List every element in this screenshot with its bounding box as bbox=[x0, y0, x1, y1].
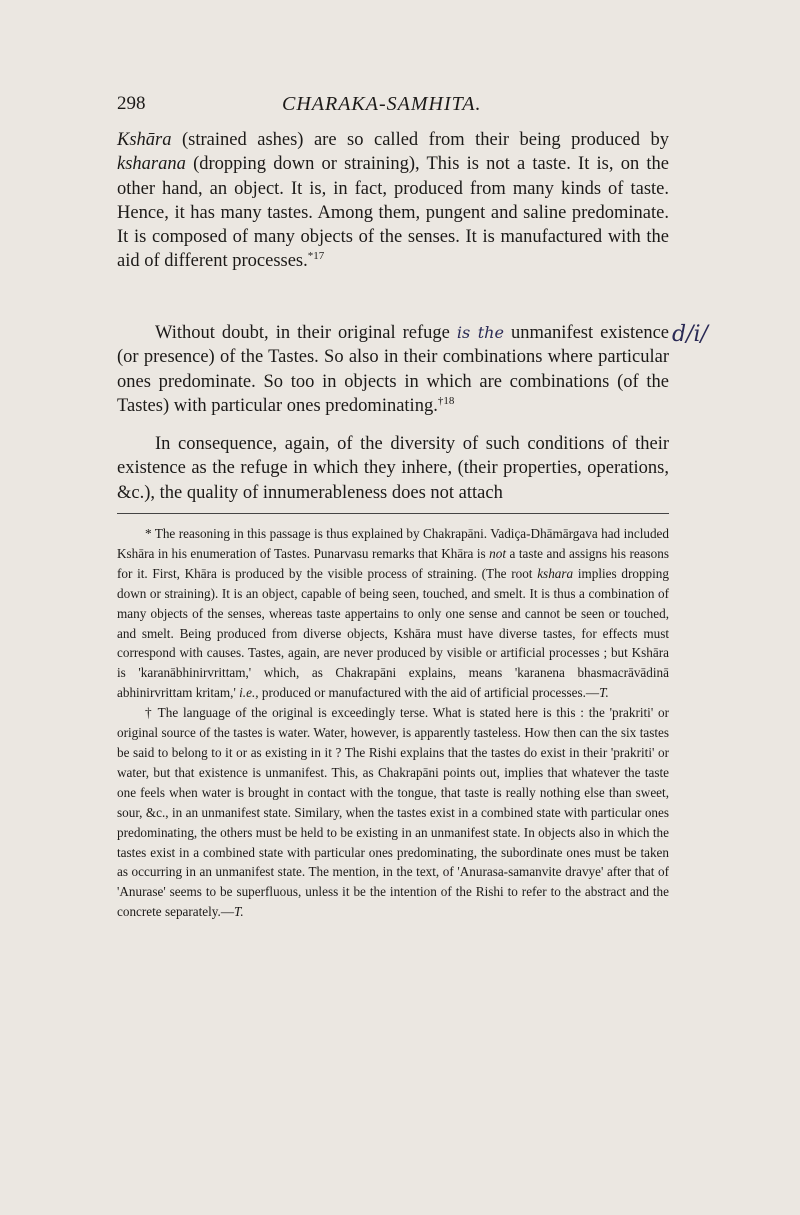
para2-text-b: unmanifest existence (or presence) of the Tastes. So also in their combinations where particular ones predominate. So too in objects in which are combinations (of the Tastes) with particular ones predominating. bbox=[117, 323, 670, 416]
fn2-text: † The language of the original is exceedingly terse. What is stated here is this : the 'prakriti' or original source of the tastes is water. Water, however, is apparently tasteless. How then can the six tastes be said to belong to it or as existing in it ? The Rishi explains that the tastes do exist in their 'prakriti' or water, but that existence is unmanifest. This, as Chakrapāni points out, implies that whatever the taste one feels when water is brought in contact with the tongue, that taste is really nothing else than sweet, sour, &c., in an unmanifest state. Similary, when the tastes exist in a combined state with particular ones predominating, the others must be held to be existing in an unmanifest state. In objects also in which the tastes exist in a combined state with particular ones predominating, the subordinate ones must be taken as occurring in an unmanifest state. The mention, in the text, of 'Anurasa-samanvite dravye' after that of 'Anurase' seems to be superfluous, unless it be the intention of the Rishi to refer to the abstract and the concrete separately.— bbox=[117, 705, 669, 920]
para1-text-a: (strained ashes) are so called from their being produced by bbox=[171, 130, 669, 150]
fn2-em-t: T. bbox=[234, 904, 244, 920]
fn1-text-a: * The reasoning in this passage is thus explained by Chakrapāni. Vadiça-Dhāmārgava had included Kshāra in his enumeration of Tastes. Punarvasu remarks that Khāra is bbox=[117, 526, 669, 561]
fn1-em-t: T. bbox=[599, 685, 609, 701]
para2-text-a: Without doubt, in their original refuge bbox=[155, 323, 457, 343]
term-kshara: Kshāra bbox=[117, 130, 172, 150]
paragraph-unmanifest bbox=[117, 321, 669, 418]
para1-text-b: (dropping down or straining), This is not a taste. It is, on the other hand, an object. It is, in fact, produced from many kinds of taste. Hence, it has many tastes. Among them, pungent and saline predominate. It is composed of many objects of the senses. It is manufactured with the aid of different processes. bbox=[117, 154, 669, 272]
fn1-em-ie: i.e., bbox=[239, 685, 259, 701]
fn1-text-c: implies dropping down or straining). It is an object, capable of being seen, touched, and smelt. It is thus a combination of many objects of the senses, whereas taste appertains to only one sense and cannot be seen or touched, and smelt. Being produced from diverse objects, Kshāra must have diverse tastes, for effects must correspond with causes. Tastes, again, are never produced by visible or artificial processes ; but Kshāra is 'karanābhinirvrittam,' which, as Chakrapāni explains, means 'karanena bhasmacrāvādinā abhinirvrittam kritam,' bbox=[117, 565, 669, 701]
footnote-divider bbox=[117, 513, 669, 514]
fn1-em-not: not bbox=[489, 545, 507, 561]
paragraph-kshara bbox=[117, 128, 669, 274]
handwritten-margin-note: d/i/ bbox=[672, 322, 708, 347]
page-header bbox=[117, 93, 677, 123]
term-ksharana: ksharana bbox=[117, 154, 186, 175]
fn1-em-kshara: kshara bbox=[537, 565, 574, 581]
footnote-ref-17: *17 bbox=[307, 250, 325, 263]
handwritten-insertion: is the bbox=[456, 323, 504, 342]
fn1-text-b: a taste and assigns his reasons for it. First, Khāra is produced by the visible process of straining. (The root bbox=[117, 545, 669, 581]
running-title: CHARAKA-SAMHITA. bbox=[282, 93, 482, 115]
paragraph-consequence bbox=[117, 432, 669, 505]
footnote-dagger bbox=[117, 703, 669, 922]
para3-text: In consequence, again, of the diversity of such conditions of their existence as the refuge in which they inhere, (their properties, operations, &c.), the quality of innumerableness does not attach bbox=[117, 434, 669, 503]
fn1-text-d: produced or manufactured with the aid of artificial processes.— bbox=[258, 685, 600, 701]
footnotes bbox=[117, 524, 669, 922]
footnote-ref-18: †18 bbox=[437, 394, 455, 407]
page-number: 298 bbox=[117, 93, 146, 114]
footnote-asterisk bbox=[117, 524, 669, 703]
